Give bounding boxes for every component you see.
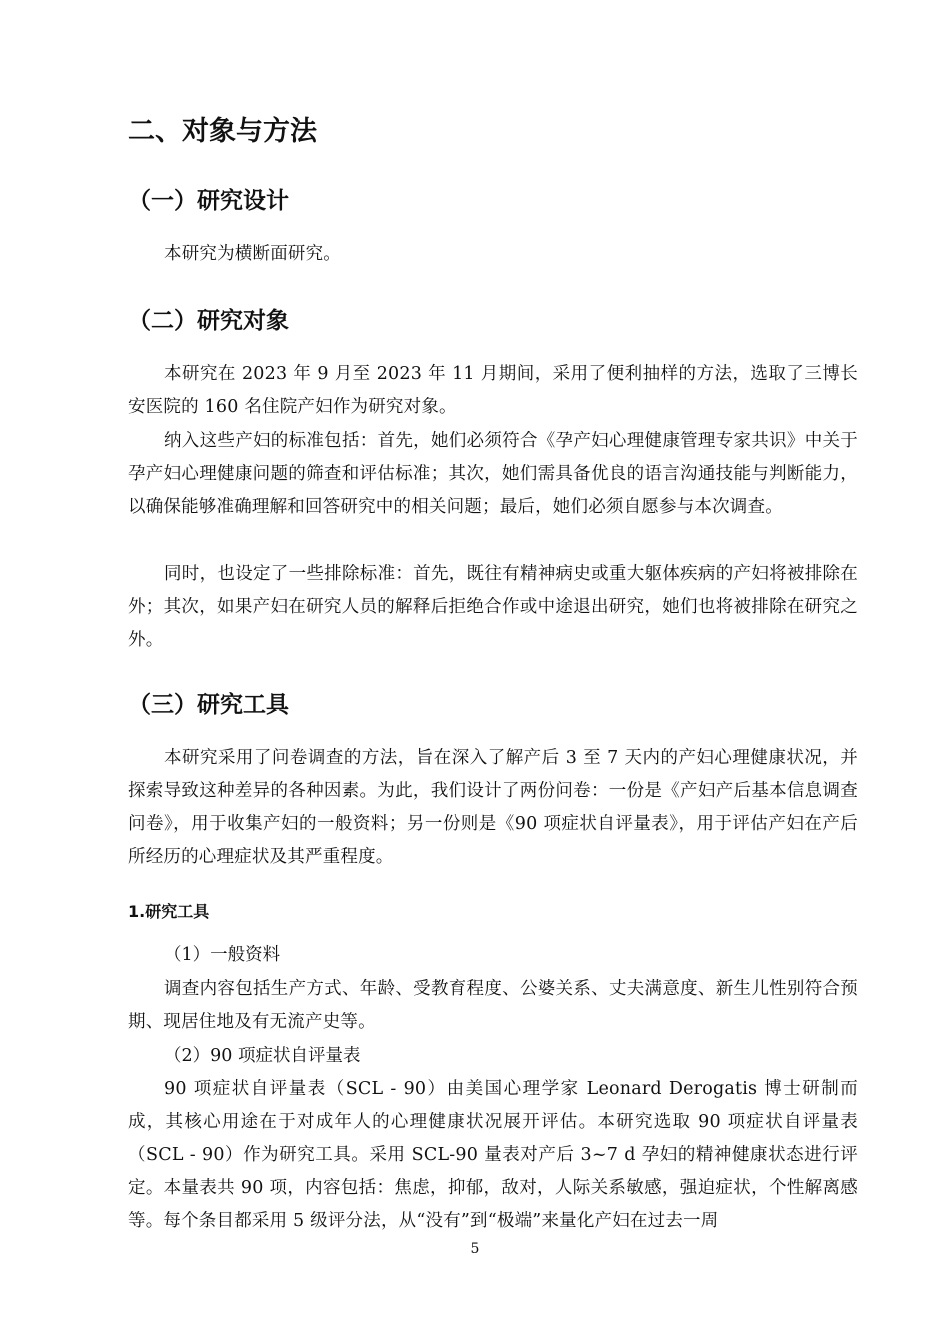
heading-research-design: （一）研究设计 [128,188,289,214]
item-scl90-label: （2）90 项症状自评量表 [164,1046,361,1066]
section-title: 二、对象与方法 [128,116,317,147]
subheading-tools: 1.研究工具 [128,902,210,921]
paragraph-exclusion-criteria: 同时，也设定了一些排除标准：首先，既往有精神病史或重大躯体疾病的产妇将被排除在外；其次，如果产妇在研究人员的解释后拒绝合作或中途退出研究，她们也将被排除在研究之外。 [128,564,858,650]
paragraph-tools-intro: 本研究采用了问卷调查的方法，旨在深入了解产后 3 至 7 天内的产妇心理健康状况，并探索导致这种差异的各种因素。为此，我们设计了两份问卷：一份是《产妇产后基本信息调查问卷》，用于收集产妇的一般资料；另一份则是《90 项症状自评量表》，用于评估产妇在产后所经历的心理症状及其严重程度。 [128,748,858,867]
paragraph-inclusion-criteria: 纳入这些产妇的标准包括：首先，她们必须符合《孕产妇心理健康管理专家共识》中关于孕产妇心理健康问题的筛查和评估标准；其次，她们需具备优良的语言沟通技能与判断能力，以确保能够准确理解和回答研究中的相关问题；最后，她们必须自愿参与本次调查。 [128,431,858,517]
heading-research-tools: （三）研究工具 [128,692,289,718]
heading-research-subjects: （二）研究对象 [128,308,289,334]
paragraph-general-info: 调查内容包括生产方式、年龄、受教育程度、公婆关系、丈夫满意度、新生儿性别符合预期、现居住地及有无流产史等。 [128,979,858,1032]
item-general-info-label: （1）一般资料 [164,945,281,965]
paragraph-scl90: 90 项症状自评量表（SCL - 90）由美国心理学家 Leonard Derogatis 博士研制而成，其核心用途在于对成年人的心理健康状况展开评估。本研究选取 90 项症状自评量表（SCL - 90）作为研究工具。采用 SCL-90 量表对产后 3~7 d 孕妇的精神健康状态进行评定。本量表共 90 项，内容包括：焦虑，抑郁，敌对，人际关系敏感，强迫症状，个性解离感等。每个条目都采用 5 级评分法，从“没有”到“极端”来量化产妇在过去一周 [128,1079,858,1231]
paragraph-design: 本研究为横断面研究。 [164,244,341,264]
paragraph-subjects-1: 本研究在 2023 年 9 月至 2023 年 11 月期间，采用了便利抽样的方法，选取了三博长安医院的 160 名住院产妇作为研究对象。 [128,364,858,417]
page-number: 5 [470,1241,480,1257]
